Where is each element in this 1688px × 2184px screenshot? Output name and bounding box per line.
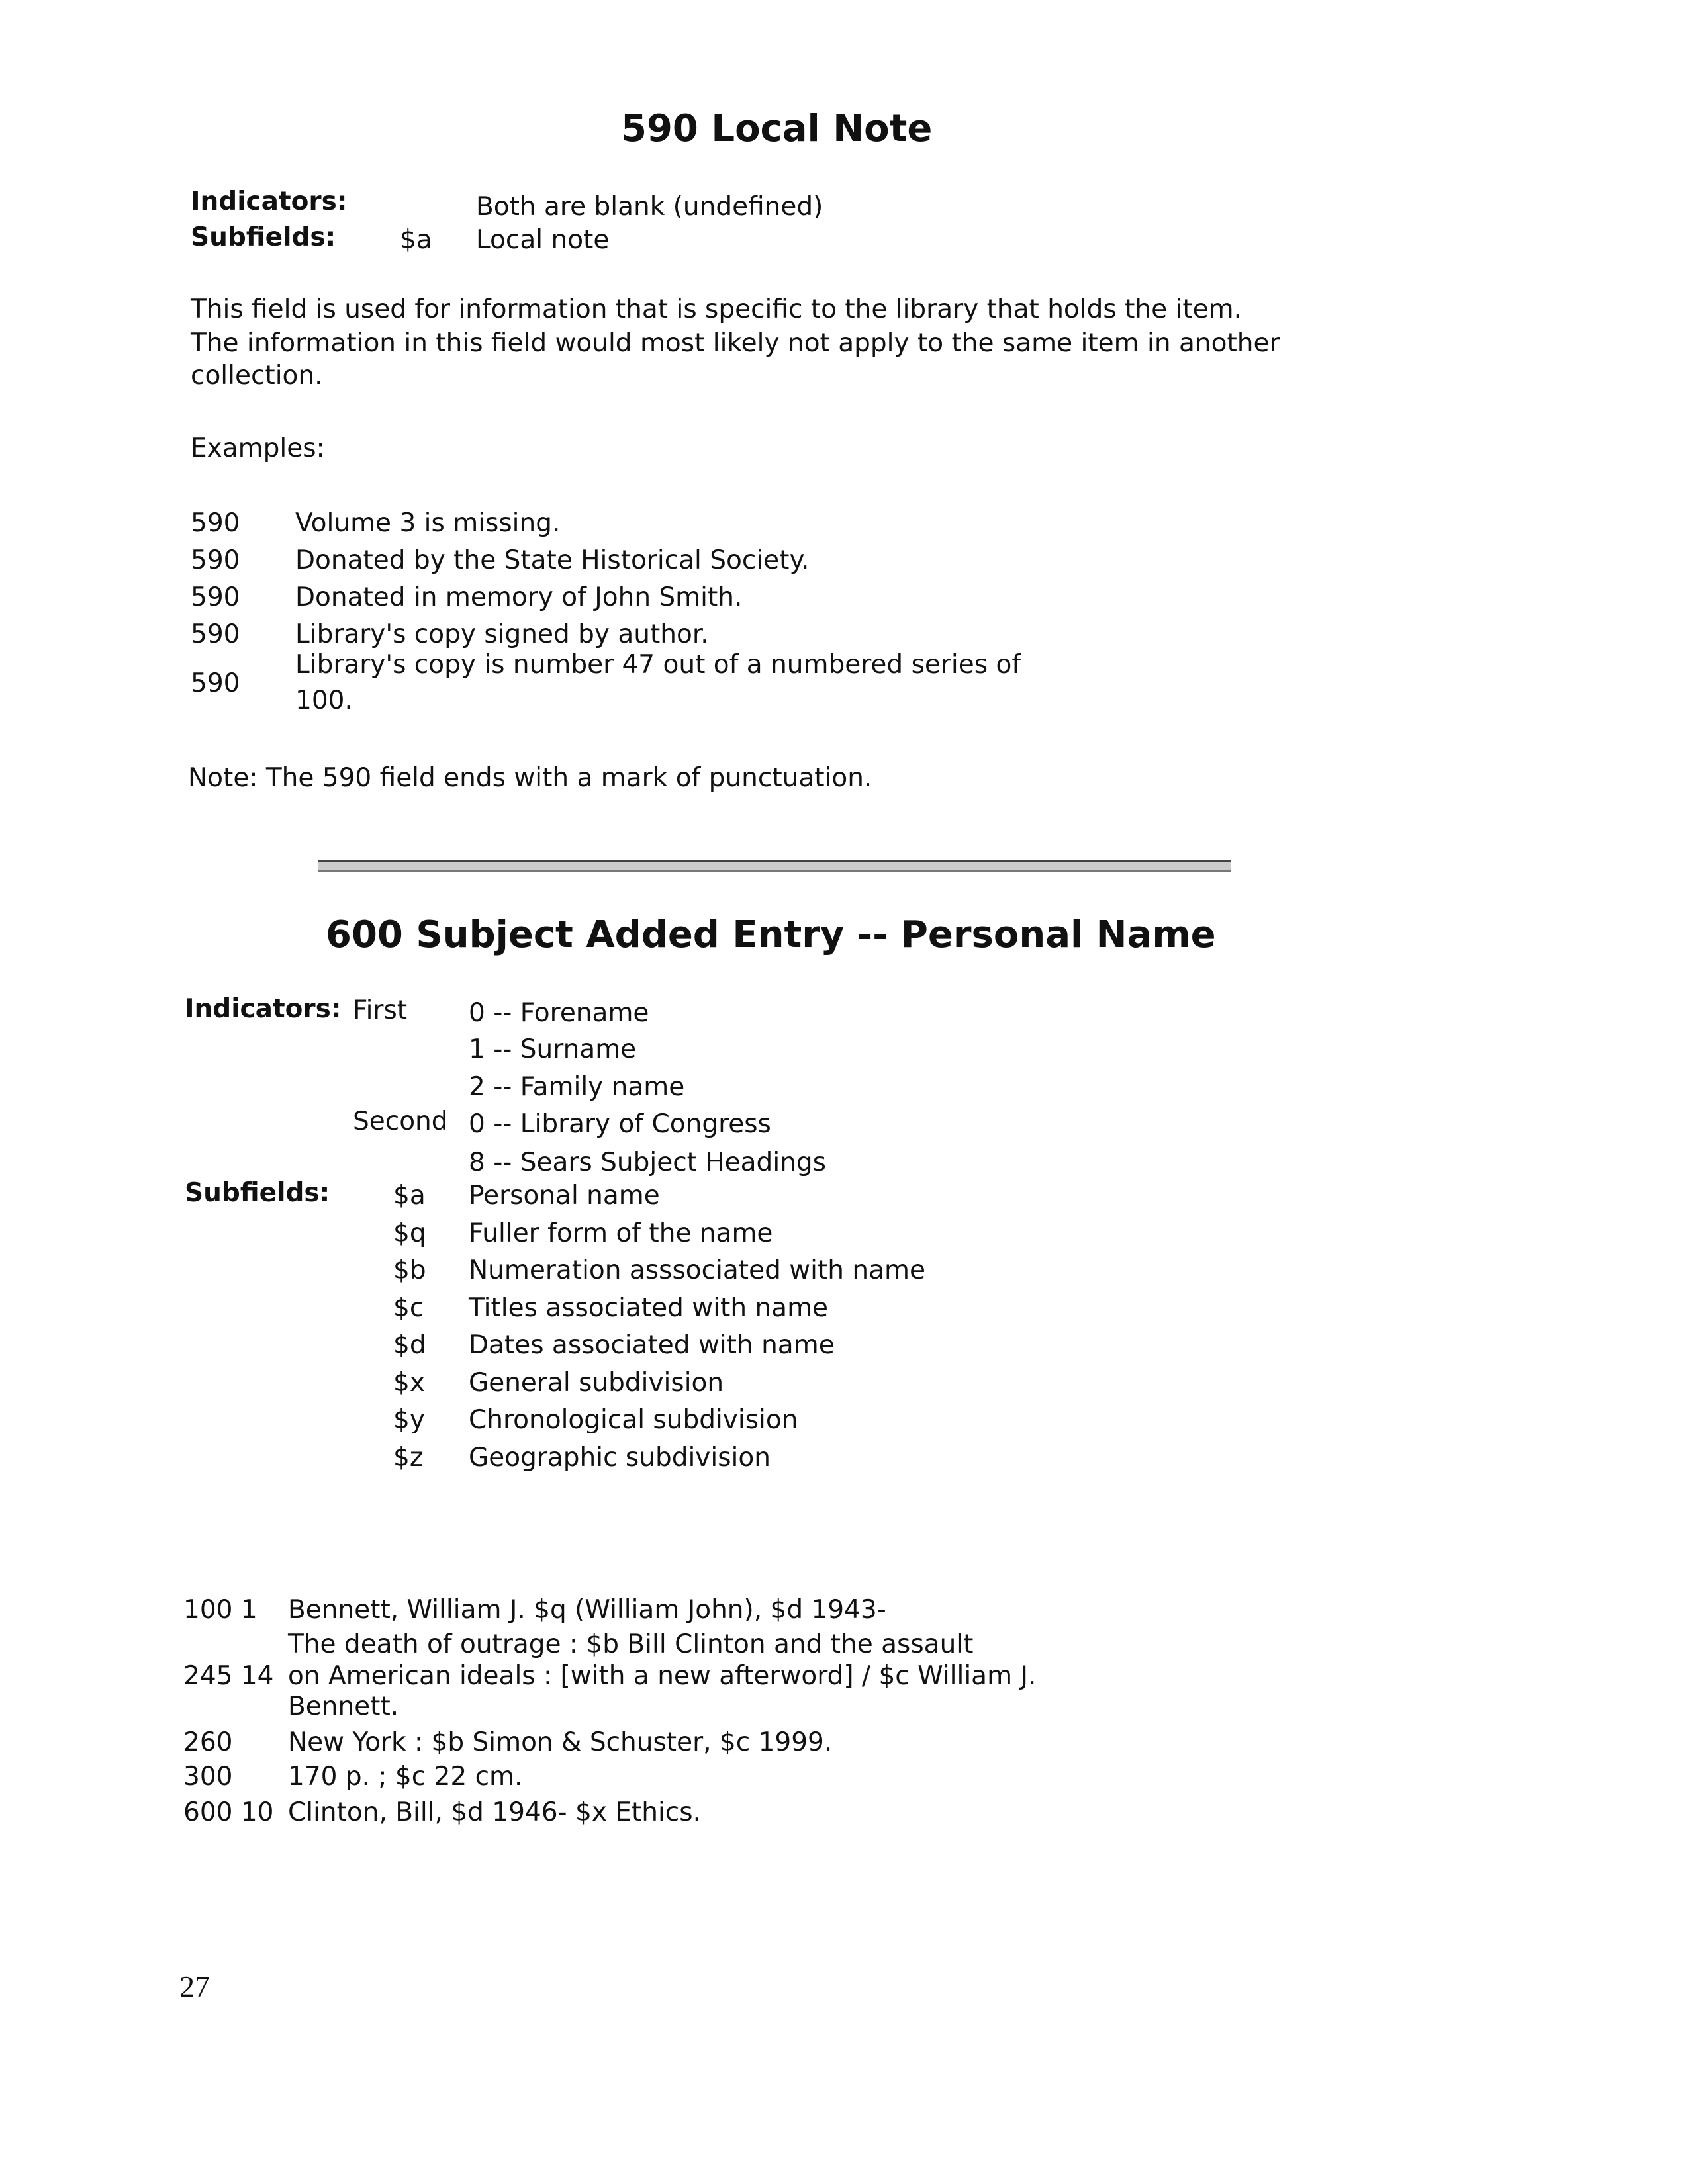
indicators-value: Both are blank (undefined) [476, 192, 823, 222]
example-text: Library's copy signed by author. [295, 619, 709, 649]
record-text: Bennett. [288, 1692, 399, 1721]
section-590-title: 590 Local Note [621, 107, 933, 150]
subfield-code: $a [393, 1181, 426, 1210]
indicator-value: 1 -- Surname [469, 1034, 637, 1064]
subfields-label: Subfields: [185, 1178, 330, 1208]
subfield-code: $b [393, 1255, 426, 1285]
section-600-title: 600 Subject Added Entry -- Personal Name [326, 913, 1216, 956]
indicators-label: Indicators: [191, 187, 348, 216]
subfield-description: General subdivision [469, 1367, 724, 1398]
description-line: This field is used for information that is specific to the library that holds the item. [191, 295, 1242, 324]
example-row [191, 582, 743, 612]
subfield-description: Geographic subdivision [469, 1442, 771, 1473]
second-indicator-label: Second [353, 1107, 448, 1136]
record-tag: 300 [183, 1762, 233, 1792]
example-row [191, 619, 709, 649]
example-tag: 590 [191, 619, 240, 649]
record-text: Bennett, William J. $q (William John), $d 1943- [288, 1595, 886, 1625]
indicator-value: 2 -- Family name [469, 1072, 685, 1102]
subfield-value: Local note [476, 225, 610, 255]
page-number: 27 [179, 1970, 210, 2003]
subfield-description: Personal name [469, 1181, 660, 1210]
record-text: The death of outrage : $b Bill Clinton and the assault [288, 1629, 974, 1659]
example-text: Donated by the State Historical Society. [295, 545, 810, 575]
subfield-description: Dates associated with name [469, 1330, 835, 1360]
indicator-value: 0 -- Forename [469, 998, 649, 1028]
example-tag: 590 [191, 508, 240, 538]
record-text: Clinton, Bill, $d 1946- $x Ethics. [288, 1797, 701, 1827]
first-indicator-label: First [353, 995, 408, 1025]
example-text: 100. [295, 686, 353, 715]
example-tag: 590 [191, 582, 240, 612]
indicators-label: Indicators: [185, 994, 342, 1024]
subfield-code: $x [393, 1367, 425, 1398]
subfield-code: $c [393, 1293, 424, 1323]
subfield-code: $y [393, 1405, 425, 1435]
record-tag: 245 14 [183, 1661, 274, 1691]
subfield-description: Chronological subdivision [469, 1405, 798, 1435]
subfield-code: $d [393, 1330, 426, 1360]
indicator-value: 0 -- Library of Congress [469, 1109, 771, 1139]
example-row [191, 545, 810, 575]
example-text: Library's copy is number 47 out of a numbered series of [295, 650, 1021, 680]
subfield-description: Titles associated with name [469, 1293, 829, 1323]
description-line: The information in this field would most likely not apply to the same item in another [191, 328, 1280, 358]
example-row [191, 508, 561, 538]
indicator-value: 8 -- Sears Subject Headings [469, 1148, 826, 1177]
record-tag: 100 1 [183, 1595, 258, 1625]
subfield-description: Fuller form of the name [469, 1218, 773, 1248]
subfield-code: $a [400, 225, 432, 255]
section-divider [318, 860, 1231, 872]
example-tag: 590 [191, 545, 240, 575]
subfield-code: $q [393, 1218, 426, 1248]
example-row [191, 668, 240, 698]
example-text: Volume 3 is missing. [295, 508, 561, 538]
examples-label: Examples: [191, 433, 325, 463]
record-text: 170 p. ; $c 22 cm. [288, 1762, 523, 1792]
record-text: on American ideals : [with a new afterword] / $c William J. [288, 1661, 1037, 1691]
subfields-label: Subfields: [191, 222, 336, 252]
note: Note: The 590 field ends with a mark of punctuation. [188, 763, 872, 793]
record-tag: 260 [183, 1727, 233, 1757]
example-tag: 590 [191, 668, 240, 698]
record-text: New York : $b Simon & Schuster, $c 1999. [288, 1727, 833, 1757]
subfield-description: Numeration asssociated with name [469, 1255, 925, 1285]
record-tag: 600 10 [183, 1797, 274, 1827]
subfield-code: $z [393, 1442, 424, 1473]
description-line: collection. [191, 361, 323, 390]
example-text: Donated in memory of John Smith. [295, 582, 743, 612]
